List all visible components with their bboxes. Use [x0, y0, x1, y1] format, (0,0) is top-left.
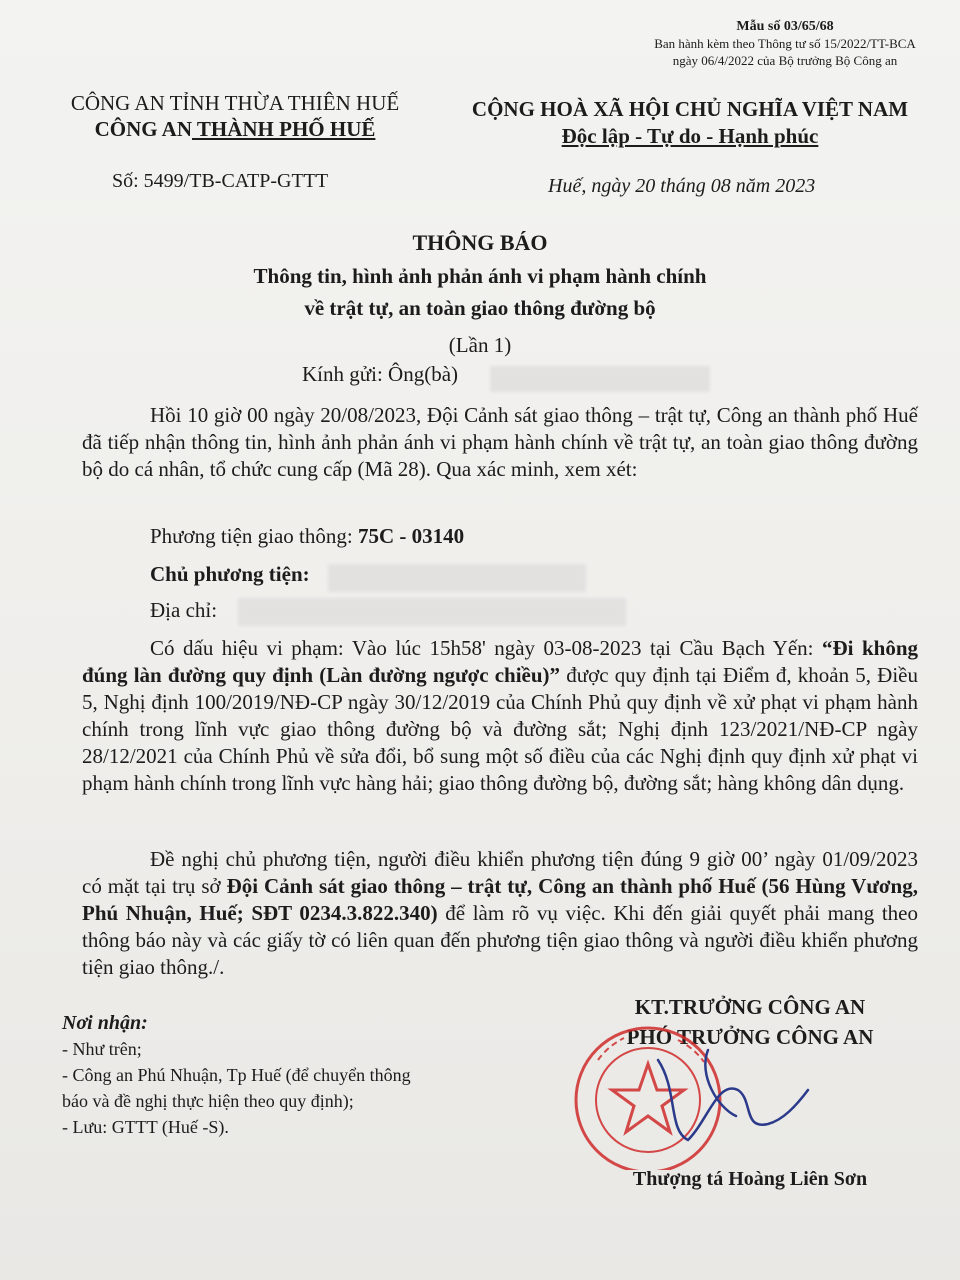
form-number: Mẫu số 03/65/68 [736, 19, 834, 34]
document-subtitle-1: Thông tin, hình ảnh phản ánh vi phạm hành chính [253, 264, 707, 288]
issuing-agency [40, 90, 430, 142]
signer-name: Thượng tá Hoàng Liên Sơn [632, 1168, 868, 1190]
request-lead: Đề nghị chủ phương tiện, người điều khiển phương tiện đúng 9 giờ 00’ ngày 01/09/2023 có mặt tại trụ sở [82, 847, 918, 898]
intro-paragraph: Hồi 10 giờ 00 ngày 20/08/2023, Đội Cảnh sát giao thông – trật tự, Công an thành phố Huế đã tiếp nhận thông tin, hình ảnh phản ánh vi phạm hành chính về trật tự, an toàn giao thông đường bộ do cá nhân, tổ chức cung cấp (Mã 28). Qua xác minh, xem xét: [82, 403, 918, 481]
document-number: Số: 5499/TB-CATP-GTTT [112, 170, 329, 192]
redacted-address [238, 598, 626, 626]
greeting: Kính gửi: Ông(bà) [302, 362, 459, 386]
request-paragraph [82, 846, 918, 981]
recipient-item: báo và đề nghị thực hiện theo quy định); [62, 1091, 354, 1111]
address-label: Địa chỉ: [150, 598, 218, 622]
vehicle-line [150, 524, 464, 549]
issuing-unit-underlined: THÀNH PHỐ HUẾ [192, 117, 376, 141]
violation-legal-basis: được quy định tại Điểm đ, khoản 5, Điều 5, Nghị định 100/2019/NĐ-CP ngày 30/12/2019 của Chính Phủ quy định về xử phạt vi phạm hành chính trong lĩnh vực giao thông đường bộ và đường sắt; Nghị định 123/2021/NĐ-CP ngày 28/12/2021 của Chính Phủ về sửa đổi, bổ sung một số điều của các Nghị định quy định xử phạt vi phạm hành chính trong lĩnh vực hàng hải; giao thông đường bộ, đường sắt; hàng không dân dụng. [82, 663, 918, 795]
signature-title-1: KT.TRƯỞNG CÔNG AN [634, 995, 866, 1019]
notice-round: (Lần 1) [448, 333, 512, 357]
national-header [440, 96, 940, 150]
form-number-block [640, 18, 930, 69]
recipients-block [62, 1010, 411, 1140]
redacted-name [490, 366, 710, 392]
form-issued-date: ngày 06/4/2022 của Bộ trưởng Bộ Công an [672, 53, 898, 68]
vehicle-plate: 75C - 03140 [357, 524, 465, 548]
violation-act: “Đi không đúng làn đường quy định (Làn đường ngược chiều)” [82, 636, 918, 687]
parent-agency: CÔNG AN TỈNH THỪA THIÊN HUẾ [70, 91, 400, 115]
document-date: Huế, ngày 20 tháng 08 năm 2023 [548, 175, 816, 197]
request-rest: để làm rõ vụ việc. Khi đến giải quyết phải mang theo thông báo này và các giấy tờ có liên quan đến phương tiện giao thông và người điều khiển phương tiện giao thông./. [82, 901, 919, 979]
signature-title-2: PHÓ TRƯỞNG CÔNG AN [626, 1025, 874, 1049]
violation-lead: Có dấu hiệu vi phạm: Vào lúc 15h58' ngày 03-08-2023 tại Cầu Bạch Yến: [150, 636, 822, 660]
official-seal-icon [568, 1020, 818, 1170]
owner-label: Chủ phương tiện: [150, 562, 310, 586]
issuing-unit-part: CÔNG AN [94, 117, 193, 141]
recipient-item: - Công an Phú Nhuận, Tp Huế (để chuyển thông [62, 1065, 411, 1085]
recipients-heading: Nơi nhận: [62, 1012, 148, 1034]
document-subtitle-2: về trật tự, an toàn giao thông đường bộ [304, 296, 656, 320]
request-place: Đội Cảnh sát giao thông – trật tự, Công an thành phố Huế (56 Hùng Vương, Phú Nhuận, Huế; SĐT 0234.3.822.340) [82, 874, 918, 925]
vehicle-label: Phương tiện giao thông: [150, 524, 358, 548]
document-title: THÔNG BÁO [412, 230, 548, 255]
recipient-item: - Như trên; [62, 1039, 142, 1059]
nation-motto: Độc lập - Tự do - Hạnh phúc [561, 124, 819, 148]
issuing-unit [40, 116, 430, 142]
form-issued-line: Ban hành kèm theo Thông tư số 15/2022/TT-BCA [654, 36, 916, 51]
recipient-item: - Lưu: GTTT (Huế -S). [62, 1117, 229, 1137]
redacted-owner [328, 564, 586, 592]
violation-paragraph [82, 635, 918, 797]
nation-name: CỘNG HOÀ XÃ HỘI CHỦ NGHĨA VIỆT NAM [471, 97, 909, 121]
